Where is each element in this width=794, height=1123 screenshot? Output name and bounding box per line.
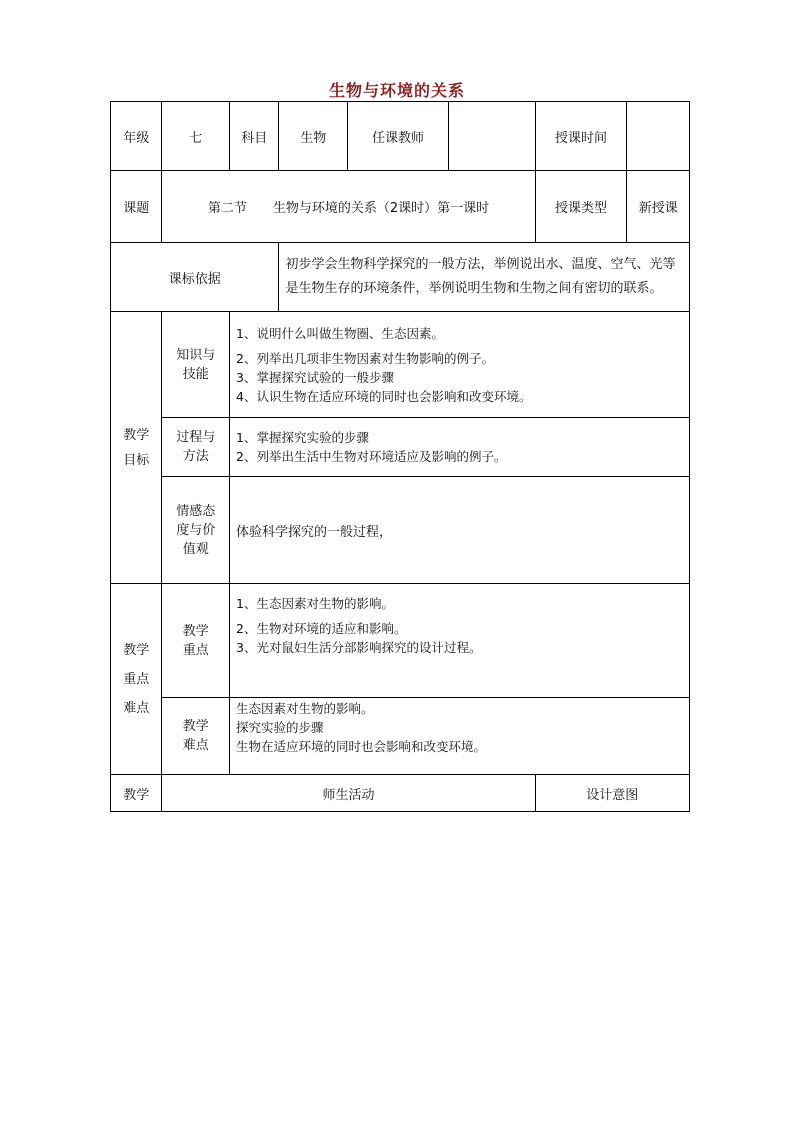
lesson-plan-table [110, 101, 690, 812]
emotion-label: 情感态 度与价 值观 [162, 477, 230, 584]
difficulty-list [230, 698, 690, 775]
focus-row [111, 584, 690, 698]
list-item: 探究实验的步骤 [236, 720, 324, 735]
difficulty-label: 教学 难点 [162, 698, 230, 775]
teacher-value [448, 102, 535, 171]
process-label: 过程与 方法 [162, 418, 230, 477]
activity-header-row [111, 775, 690, 812]
list-item: 2、列举出几项非生物因素对生物影响的例子。 [236, 350, 494, 366]
teacher-label: 任课教师 [348, 102, 449, 171]
list-item: 3、掌握探究试验的一般步骤 [236, 369, 394, 385]
goal-knowledge-row [111, 312, 690, 418]
activity-label: 师生活动 [162, 775, 535, 812]
goal-process-row [111, 418, 690, 477]
subject-value: 生物 [279, 102, 348, 171]
list-item: 生态因素对生物的影响。 [236, 701, 374, 716]
focus-list [230, 584, 690, 698]
type-label: 授课类型 [535, 171, 627, 243]
list-item: 2、生物对环境的适应和影响。 [236, 621, 407, 636]
difficulty-row [111, 698, 690, 775]
time-label: 授课时间 [535, 102, 627, 171]
list-item: 1、掌握探究实验的步骤 [236, 430, 369, 445]
grade-label: 年级 [111, 102, 162, 171]
topic-value: 第二节 生物与环境的关系（2课时）第一课时 [162, 171, 535, 243]
list-item: 2、列举出生活中生物对环境适应及影响的例子。 [236, 449, 507, 464]
process-list [230, 418, 690, 477]
info-row-1 [111, 102, 690, 171]
time-value [627, 102, 690, 171]
teaching-label: 教学 [111, 775, 162, 812]
keys-label: 教学 重点 难点 [111, 584, 162, 775]
type-value: 新授课 [627, 171, 690, 243]
goal-emotion-row [111, 477, 690, 584]
list-item: 1、生态因素对生物的影响。 [236, 596, 394, 611]
page-title: 生物与环境的关系 [328, 81, 465, 100]
emotion-text: 体验科学探究的一般过程， [230, 477, 690, 584]
topic-label: 课题 [111, 171, 162, 243]
focus-label: 教学 重点 [162, 584, 230, 698]
goals-label: 教学 目标 [111, 312, 162, 584]
list-item: 1、说明什么叫做生物圈、生态因素。 [236, 325, 444, 341]
grade-value: 七 [162, 102, 230, 171]
list-item: 3、光对鼠妇生活分部影响探究的设计过程。 [236, 640, 482, 655]
standard-row [111, 243, 690, 312]
standard-label: 课标依据 [111, 243, 279, 312]
list-item: 生物在适应环境的同时也会影响和改变环境。 [236, 739, 487, 754]
info-row-2 [111, 171, 690, 243]
knowledge-label: 知识与 技能 [162, 312, 230, 418]
knowledge-list [230, 312, 690, 418]
list-item: 4、认识生物在适应环境的同时也会影响和改变环境。 [236, 388, 532, 404]
intent-label: 设计意图 [535, 775, 689, 812]
subject-label: 科目 [230, 102, 279, 171]
standard-text: 初步学会生物科学探究的一般方法，举例说出水、温度、空气、光等是生物生存的环境条件，举例说明生物和生物之间有密切的联系。 [279, 243, 690, 312]
